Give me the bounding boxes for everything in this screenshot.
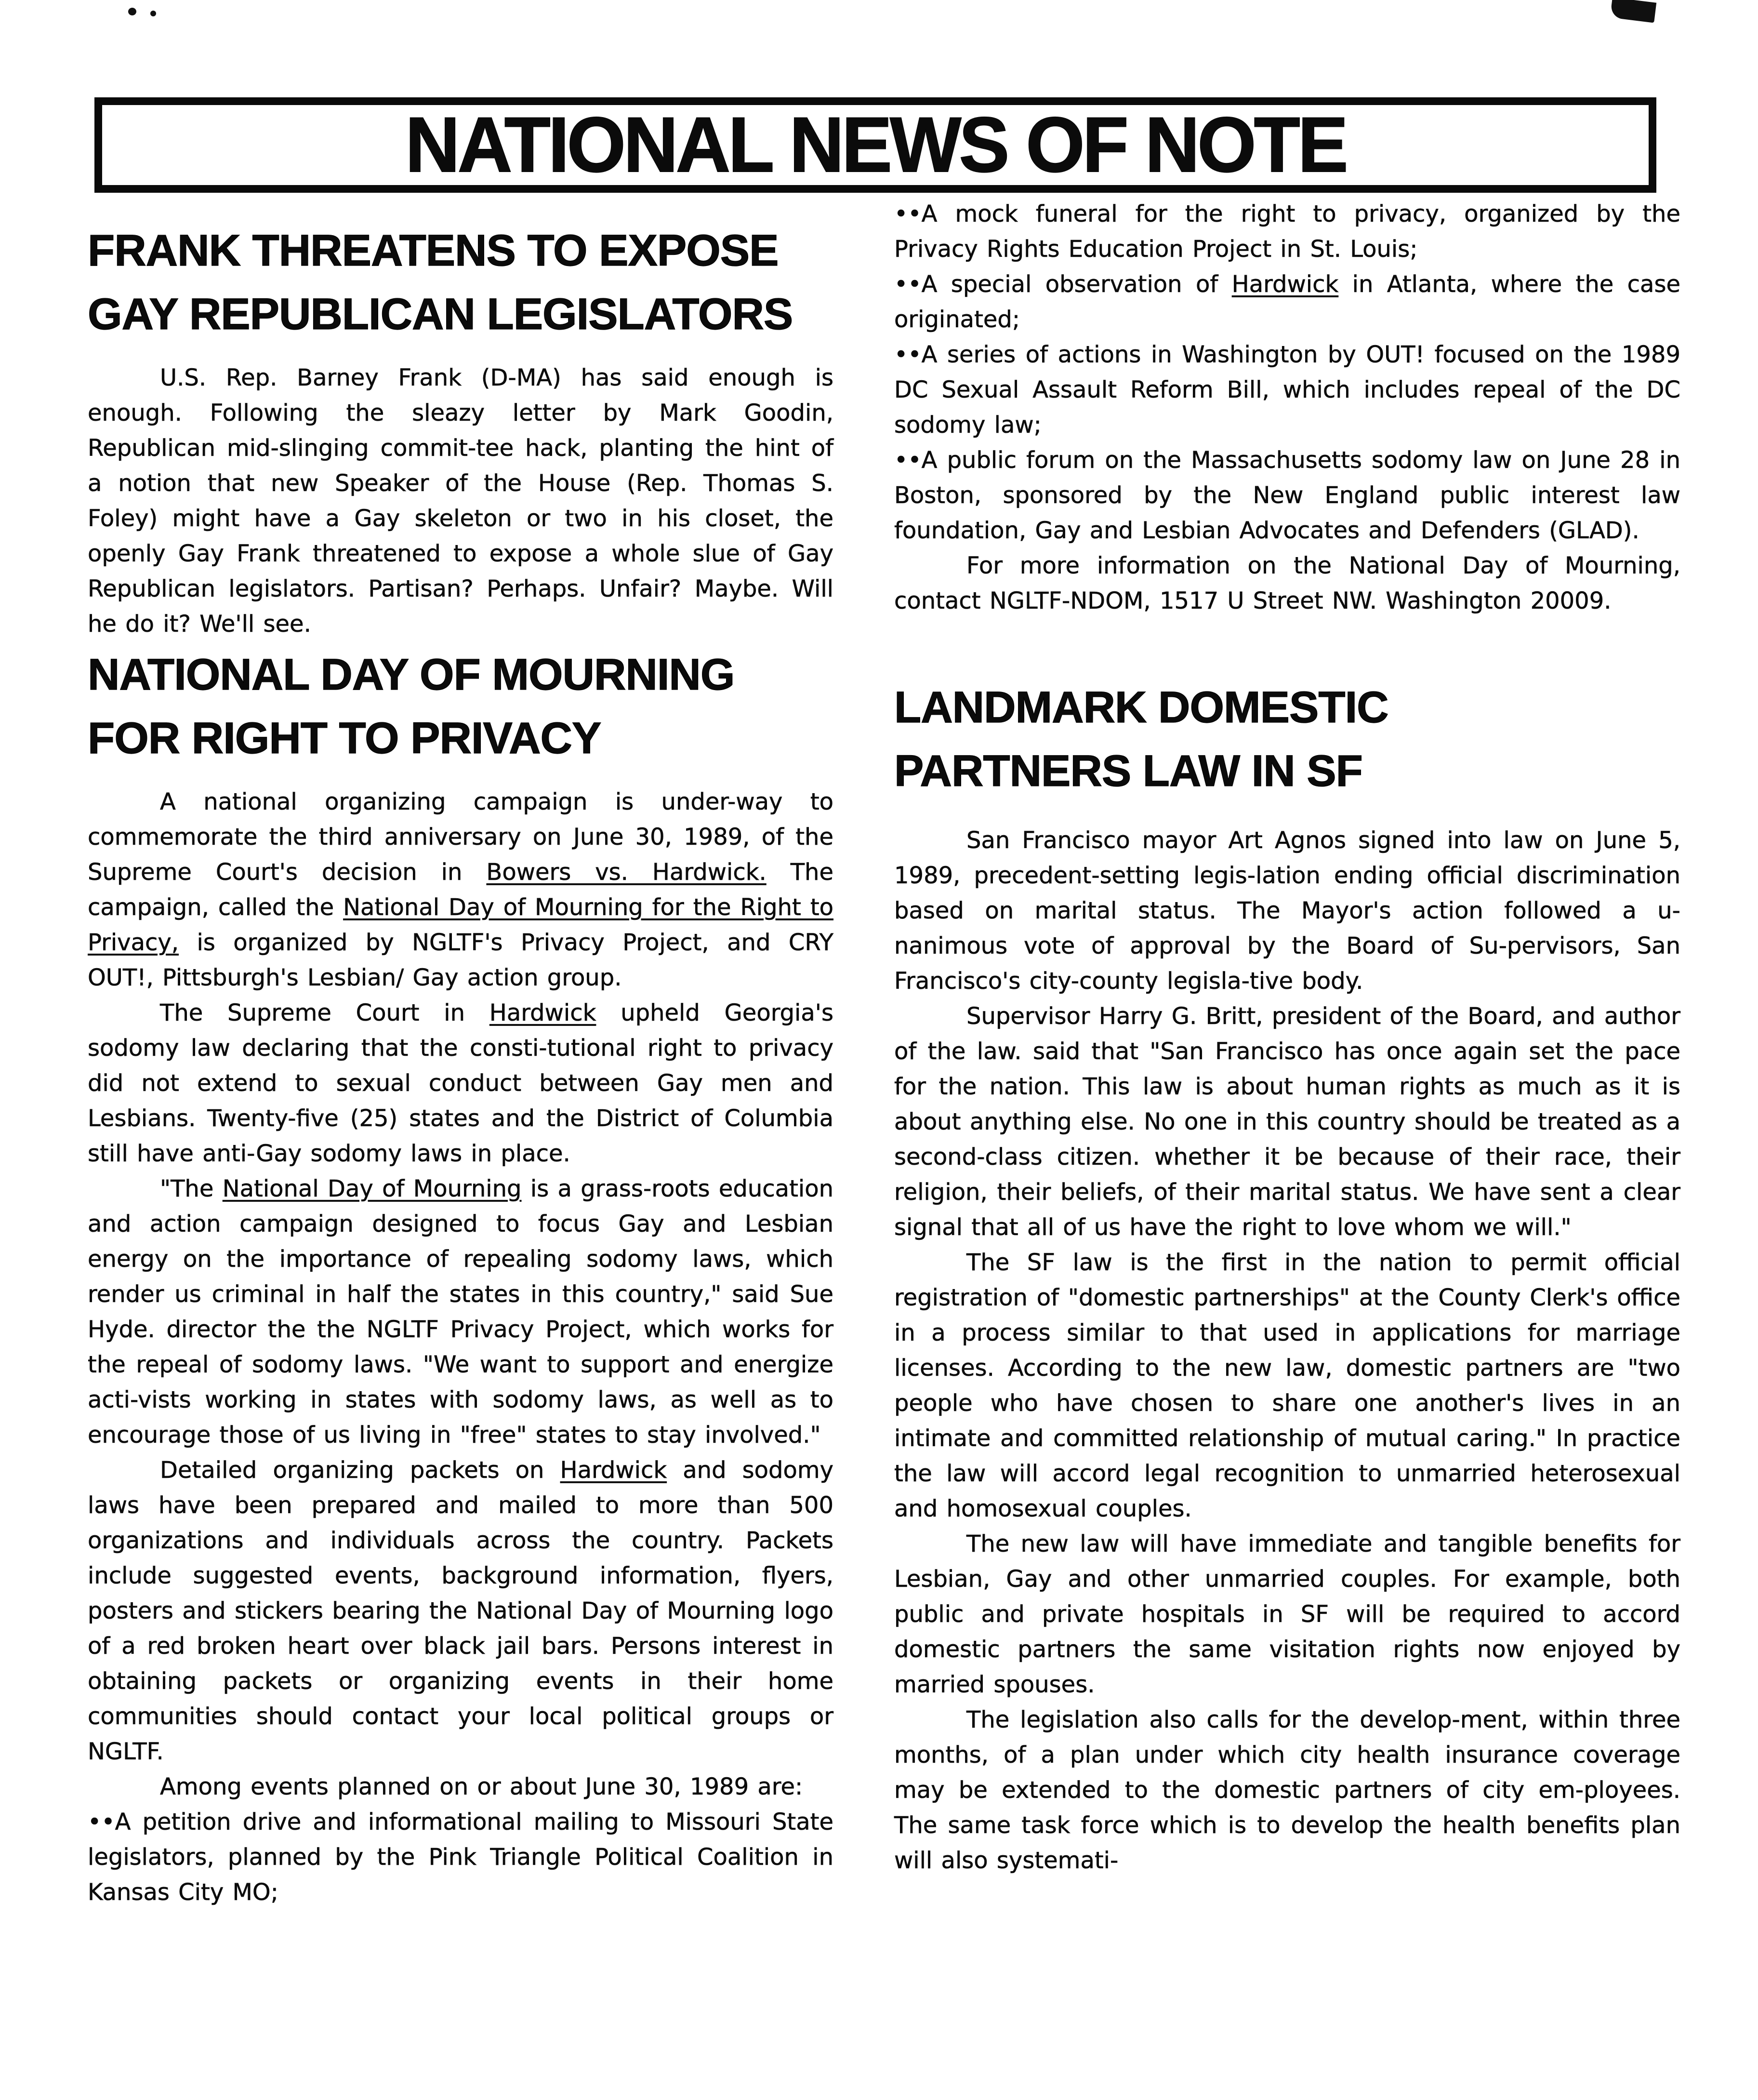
scan-artifact — [1610, 0, 1656, 23]
text-run: The legislation also calls for the develop-ment, within three months, of a plan under which city health insurance coverage may be extended to the domestic partners of city em-ployees. The same task force which is to develop the health benefits plan will also systemati- — [894, 1706, 1680, 1874]
text-run: in Atlanta, where the case originated; — [894, 271, 1681, 333]
article-heading — [88, 643, 833, 770]
scan-artifact — [150, 11, 156, 16]
text-run: Among events planned on or about June 30, 1989 are: — [160, 1773, 803, 1800]
heading-line: LANDMARK DOMESTIC — [894, 683, 1388, 732]
text-run: is organized by NGLTF's Privacy Project, and CRY OUT!, Pittsburgh's Lesbian/ Gay action group. — [88, 929, 833, 991]
bullet-item — [894, 443, 1680, 548]
article-heading — [894, 676, 1680, 803]
paragraph — [88, 996, 833, 1171]
heading-line: GAY REPUBLICAN LEGISLATORS — [88, 290, 793, 339]
underlined-text: Hardwick — [560, 1457, 667, 1484]
text-run: For more information on the National Day of Mourning, contact NGLTF-NDOM, 1517 U Street NW. Washington 20009. — [894, 552, 1680, 614]
paragraph — [894, 548, 1680, 619]
heading-line: FOR RIGHT TO PRIVACY — [88, 714, 601, 763]
text-run: "The — [160, 1175, 223, 1202]
underlined-text: Hardwick — [489, 999, 596, 1026]
text-run: Detailed organizing packets on — [160, 1457, 560, 1484]
text-run: and sodomy laws have been prepared and mailed to more than 500 organizations and individuals across the country. Packets include suggested events, background information, flyers, posters and stickers bearing the National Day of Mourning logo of a red broken heart over black jail bars. Persons interest in obtaining packets or organizing events in their home communities should contact your local political groups or NGLTF. — [88, 1457, 833, 1765]
masthead — [94, 97, 1656, 193]
text-run: The campaign, called the — [88, 859, 834, 921]
text-run: upheld Georgia's sodomy law declaring that the consti-tutional right to privacy did not extend to sexual conduct between Gay men and Lesbians. Twenty-five (25) states and the District of Columbia still have anti-Gay sodomy laws in place. — [88, 999, 834, 1167]
right-column — [894, 197, 1680, 1878]
text-run: ••A special observation of — [894, 271, 1232, 298]
text-run: The new law will have immediate and tangible benefits for Lesbian, Gay and other unmarried couples. For example, both public and private hospitals in SF will be required to accord domestic partners the same visitation rights now enjoyed by married spouses. — [894, 1530, 1680, 1698]
paragraph — [88, 1453, 833, 1769]
underlined-text: Hardwick — [1231, 271, 1339, 298]
text-run: Supervisor Harry G. Britt, president of the Board, and author of the law. said that "San Francisco has once again set the pace for the nation. This law is about human rights as much as it is about anything else. No one in this country should be treated as a second-class citizen. whether it be because of their race, their religion, their beliefs, of their marital status. We have sent a clear signal that all of us have the right to love whom we will." — [894, 1003, 1680, 1241]
paragraph — [894, 1527, 1680, 1702]
text-run: The Supreme Court in — [160, 999, 489, 1026]
text-run: ••A petition drive and informational mailing to Missouri State legislators, planned by the Pink Triangle Political Coalition in Kansas City MO; — [88, 1808, 833, 1906]
text-run: U.S. Rep. Barney Frank (D-MA) has said enough is enough. Following the sleazy letter by Mark Goodin, Republican mid-slinging commit-tee hack, planting the hint of a notion that new Speaker of the House (Rep. Thomas S. Foley) might have a Gay skeleton or two in his closet, the openly Gay Frank threatened to expose a whole slue of Gay Republican legislators. Partisan? Perhaps. Unfair? Maybe. Will he do it? We'll see. — [88, 364, 833, 638]
scan-artifact — [128, 8, 136, 15]
heading-line: FRANK THREATENS TO EXPOSE — [88, 226, 779, 275]
paragraph — [88, 1171, 833, 1453]
paragraph — [88, 1769, 833, 1805]
paragraph — [894, 1245, 1680, 1527]
text-run: ••A public forum on the Massachusetts sodomy law on June 28 in Boston, sponsored by the New England public interest law foundation, Gay and Lesbian Advocates and Defenders (GLAD). — [894, 447, 1680, 544]
bullet-item — [894, 197, 1680, 267]
underlined-text: National Day of Mourning — [222, 1175, 522, 1202]
article-heading — [88, 219, 833, 346]
text-run: ••A series of actions in Washington by OUT! focused on the 1989 DC Sexual Assault Reform Bill, which includes repeal of the DC sodomy law; — [894, 341, 1680, 439]
paragraph — [88, 784, 833, 996]
bullet-item — [894, 267, 1680, 337]
bullet-item — [894, 337, 1680, 443]
text-run: ••A mock funeral for the right to privacy, organized by the Privacy Rights Education Project in St. Louis; — [894, 200, 1680, 263]
paragraph — [894, 999, 1680, 1245]
left-column — [88, 218, 833, 1910]
page-title: NATIONAL NEWS OF NOTE — [405, 101, 1346, 188]
bullet-item — [88, 1805, 833, 1910]
text-run: The SF law is the first in the nation to permit official registration of "domestic partnerships" at the County Clerk's office in a process similar to that used in applications for marriage licenses. According to the new law, domestic partners are "two people who have chosen to share one another's lives in an intimate and committed relationship of mutual caring." In practice the law will accord legal recognition to unmarried heterosexual and homosexual couples. — [894, 1249, 1680, 1522]
text-run: A national organizing campaign is under-way to commemorate the third anniversary on June 30, 1989, of the Supreme Court's decision in — [88, 788, 833, 886]
text-run: is a grass-roots education and action campaign designed to focus Gay and Lesbian energy on the importance of repealing sodomy laws, which render us criminal in half the states in this country," said Sue Hyde. director the the NGLTF Privacy Project, which works for the repeal of sodomy laws. "We want to support and energize acti-vists working in states with sodomy laws, as well as to encourage those of us living in "free" states to stay involved." — [88, 1175, 834, 1449]
paragraph — [894, 823, 1680, 999]
heading-line: PARTNERS LAW IN SF — [894, 746, 1362, 796]
paragraph — [88, 360, 833, 642]
text-run: San Francisco mayor Art Agnos signed into law on June 5, 1989, precedent-setting legis-lation ending official discrimination based on marital status. The Mayor's action followed a u-nanimous vote of approval by the Board of Su-pervisors, San Francisco's city-county legisla-tive body. — [894, 827, 1680, 995]
underlined-text: Bowers vs. Hardwick. — [486, 859, 767, 886]
heading-line: NATIONAL DAY OF MOURNING — [88, 650, 735, 699]
paragraph — [894, 1702, 1680, 1878]
underlined-text: National Day of Mourning for the Right to Privacy, — [88, 894, 834, 956]
